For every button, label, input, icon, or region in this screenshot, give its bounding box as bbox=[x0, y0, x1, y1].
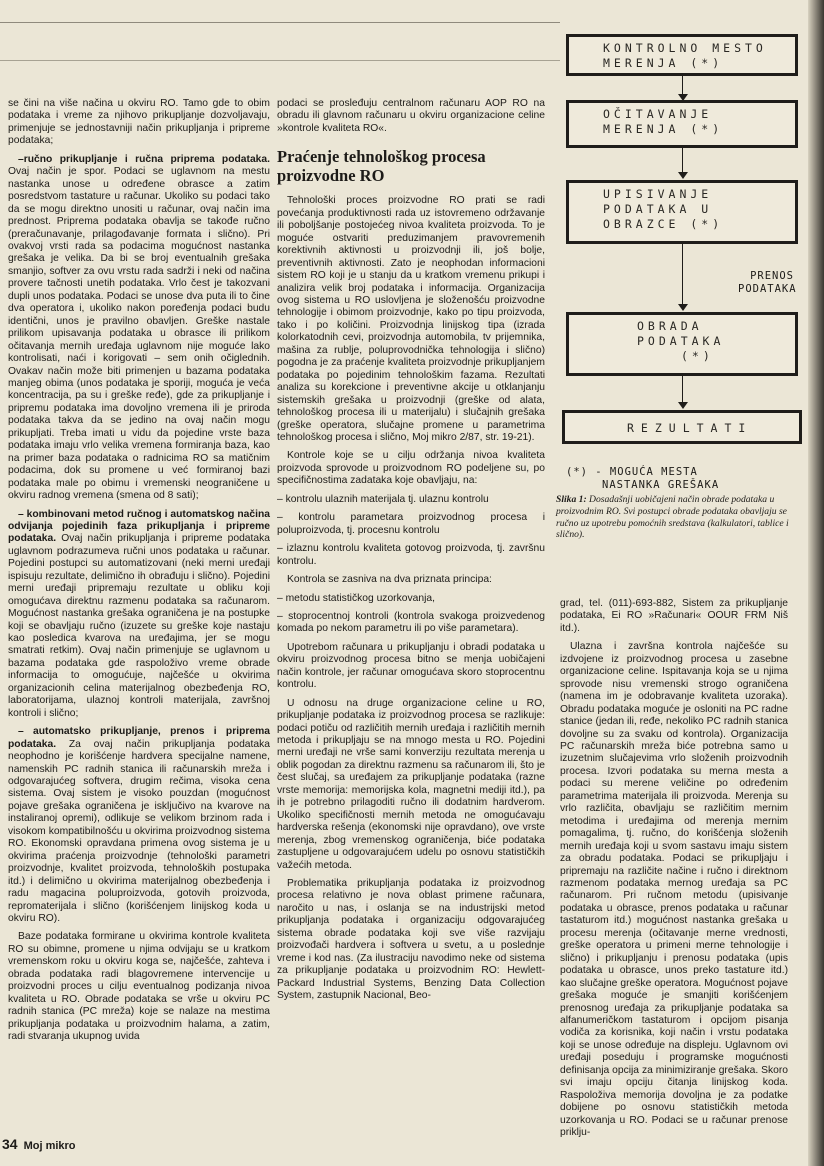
arrowhead-icon bbox=[678, 304, 688, 311]
paragraph: grad, tel. (011)-693-882, Sistem za prikupljanje podataka, Ei RO »Računari« OOUR FRM Niš itd.). bbox=[560, 598, 788, 634]
list-item: – kontrolu parametara proizvodnog procesa i poluproizvoda, tj. procesnu kontrolu bbox=[277, 512, 545, 536]
caption-label: Slika 1: bbox=[556, 494, 587, 505]
text-manual: Ovaj način je spor. Podaci se uglavnom na mestu nastanka unose u određene obrasce a zatim posredstvom tastature u računar. Ukoliko su podaci tako da se mogu direktno unositi u računar, ovaj način ima prednost. Priprema podataka obavlja se takođe ručno (preračunavanje, prilagođavanje formata i slično). Pri ovakvoj vrsti rada sa podacima mogućnost nastanka grešaka je velika. Da bi se broj eventualnih grešaka smanjio, softver za ovu vrstu rada sadrži i neki od načina provere tačnosti unetih podataka. Vrlo čest je takozvani dupli unos podataka. Podaci se unose dva puta ili to čine dva operatora i, ukoliko nakon poređenja podaci budu identični, unos je pravilno obavljen. Greške nastale prilikom upisavanja podataka u obrasce ili prilikom očitavanja mernih uređaja uglavnom nije moguće lako kontrolisati, naći i korigovati – sem onih očiglednih. Ovakav način može biti primenjen u bazama podataka manjeg obima (unos podataka je sporiji, moguća je veća koncentracija, pa su i greške ređe), gde za prikupljanje i pripremu podataka ima dovoljno vremena ili je priroda podataka takva da se jedino na ovaj način mogu prikupljati. Treba imati u vidu da pojedine vrste baza podataka imaju vrlo velika vremena formiranja baza, kao na primer baza podataka o radnicima RO sa matičnim podacima, dok su promene u već formiranoj bazi podataka male po obimu i vremenski neograničene u okviru radnog vremena (smena od 8 sati); bbox=[8, 166, 270, 502]
diagram-legend bbox=[566, 466, 719, 492]
box-line: MERENJA (*) bbox=[603, 56, 724, 70]
legend-line: NASTANKA GREŠAKA bbox=[602, 479, 720, 491]
magazine-name: Moj mikro bbox=[23, 1140, 76, 1152]
flow-arrow bbox=[682, 376, 683, 404]
list-item: – kontrolu ulaznih materijala tj. ulaznu kontrolu bbox=[277, 493, 489, 505]
box-line: OBRAZCE (*) bbox=[603, 217, 724, 231]
legend-line: (*) - MOGUĆA MESTA bbox=[566, 466, 698, 478]
text-combined: Ovaj način prikupljanja i pripreme podataka uglavnom podrazumeva ručni unos podataka u računar. Pojedini postupci su automatizovani (neki merni uređaji ispisuju rezultate, delimično ih obrađuju i slično). Pojedini merni uređaji pripremaju rezultate u obliku koji omogućava direktnu razmenu podataka sa računarom. Mogućnost nastanka grešaka ograničena je na postupke koji se obavljaju ručno (izuzete su greške koje nastaju kao posledica kvarova na uređajima, jer se mogu smatrati retkim). Ovaj način primenjuje se uglavnom u bazama podataka gde raspoloživo vreme obrade informacija to omogućuje, najčešće u okvirima organizacionih celina materijalnog obezbeđenja RO, laboratorijama, ulaznoj kontroli materijala, završnoj kontroli i slično; bbox=[8, 533, 270, 719]
flow-arrow bbox=[682, 244, 683, 306]
top-rule bbox=[0, 22, 560, 23]
label-line: PRENOS bbox=[750, 270, 794, 282]
arrowhead-icon bbox=[678, 172, 688, 179]
diagram-box-results: REZULTATI bbox=[562, 410, 802, 444]
paragraph-combined-method bbox=[8, 509, 270, 721]
column-middle bbox=[277, 98, 545, 1100]
figure-caption bbox=[556, 494, 796, 541]
arrowhead-icon bbox=[678, 402, 688, 409]
box-line: PODATAKA U bbox=[603, 202, 713, 216]
diagram-box-processing bbox=[566, 312, 798, 376]
paragraph: Tehnološki proces proizvodne RO prati se radi povećanja produktivnosti rada uz istovremeno održavanje ili poboljšanje postojećeg nivoa kvaliteta proizvoda. To je moguće ostvariti preduzimanjem pravovremenih korektivnih aktivnosti u proizvodnji ili, još bolje, preventivnih aktivnosti. Zato je neophodan informacioni sistem RO koji je u stanju da u kratkom vremenu prikupi i analizira velik broj podataka i informacija. Organizacija ovog sistema u RO uslovljena je složenošću proizvodne tehnologije i obimom proizvodnje, kako po tipu proizvoda, tako i po količini. Proizvodnja linijskog tipa (izrada kolorkatodnih cevi, proizvodnja automobila, tv prijemnika, mašina za rublje, poluprovodnička tehnologija i slično) pogodna je za praćenje kvaliteta proizvodnje prikupljanjem podataka po pojedinim tehnološkim fazama. Rezultati analiza su korekcione i preventivne akcije u otklanjanju sistemskih grešaka u proizvodnji (greške od alata, tehnološkog procesa ili u materijalu) i slučajnih grešaka (greške operatora, slučajne promene u parametrima tehnološkog procesa i slično, Moj mikro 2/87, str. 19-21). bbox=[277, 195, 545, 443]
box-line: OBRADA bbox=[637, 319, 703, 333]
page-number: 34 bbox=[2, 1136, 18, 1152]
box-line: (*) bbox=[681, 349, 714, 363]
paragraph: Baze podataka formirane u okvirima kontrole kvaliteta RO su obimne, promene u njima odvijaju se u kratkom vremenskom roku u okviru koga se, najčešće, zahteva i obrada podataka radi blagovremene intervencije u proizvodni proces u cilju eventualnog podizanja nivoa kvaliteta u RO. Obrade podataka se vrše u okviru PC radnih stanica (PC mreža) koje se nalaze na mestima prikupljanja podataka u proizvodnim halama, a zatim, radi stvaranja ukupnog uvida bbox=[8, 931, 270, 1043]
paragraph: Kontrola se zasniva na dva priznata principa: bbox=[287, 574, 492, 586]
box-line: UPISIVANJE bbox=[603, 187, 713, 201]
paragraph: Problematika prikupljanja podataka iz proizvodnog procesa relativno je nova oblast primene računara, naročito u nas, i oslanja se na industrijski metod prikupljanja podataka i organizaciju odgovarajućeg sistema obrade podataka koji sve više razvijaju proizvođači hardvera i softvera u svetu, a u poslednje vreme i kod nas. (Za ilustraciju navodimo neke od sistema za prikupljanje podataka u proizvodnim RO: Hewlett-Packard Industrial Systems, Benzing Data Collection System, zastupnik Nacional, Beo- bbox=[277, 878, 545, 1002]
label-line: PODATAKA bbox=[738, 283, 797, 295]
transfer-label bbox=[738, 270, 797, 296]
paragraph: U odnosu na druge organizacione celine u RO, prikupljanje podataka iz proizvodnog procesa se razlikuje: podaci potiču od različitih mernih uređaja i različitih mernih metoda i prikupljaju se na mnogo mesta u RO. Pojedini merni uređaji ne vrše sami konverziju rezultata merenja u oblik pogodan za direktnu razmenu sa računarom ili, što je čest slučaj, sa uređajem za prikupljanje podataka (razne vrste memorija: memorijska kola, magnetni mediji itd.), pa ih je potrebno prilagoditi ručno ili dodatnim hardverom. Ukoliko specifičnosti mernih metoda ne omogućavaju hardverska rešenja (ekonomski nije opravdano), ove vrste merenja, zbog vremenskog ograničenja, biće podataka zastupljene u odgovarajućem udelu po osnovu statističkih važećih metoda. bbox=[277, 697, 545, 871]
top-rule-secondary bbox=[0, 60, 560, 61]
section-heading: Praćenje tehnološkog procesa proizvodne RO bbox=[277, 147, 486, 186]
box-line: MERENJA (*) bbox=[603, 122, 724, 136]
page-footer bbox=[2, 1136, 76, 1152]
column-left bbox=[8, 98, 270, 1098]
list-item: – stoprocentnoj kontroli (kontrola svakoga proizvedenog komada po nekom parametru ili po više parametara). bbox=[277, 610, 545, 635]
list-item: – metodu statističkog uzorkovanja, bbox=[277, 592, 435, 604]
diagram-box-measurement-point bbox=[566, 34, 798, 76]
paragraph: se čini na više načina u okviru RO. Tamo gde to obim podataka i vreme za njihovo prikupljanje dozvoljavaju, primenjuje se jednostavniji način prikupljanja i pripreme podataka; bbox=[8, 98, 270, 147]
paragraph: Kontrole koje se u cilju održanja nivoa kvaliteta proizvoda sprovode u proizvodnom RO podeljene su, po specifičnostima zadataka koje obavljaju, na: bbox=[277, 450, 545, 487]
paragraph-manual-method bbox=[8, 154, 270, 503]
diagram-box-reading bbox=[566, 100, 798, 148]
term-combined: – kombinovani metod ručnog i automatskog načina odvijanja pojedinih faza prikupljanja i pripreme podataka. bbox=[8, 508, 270, 545]
caption-text: Dosadašnji uobičajeni način obrade podataka u proizvodnim RO. Svi postupci obrade podataka obavljaju se ručno uz upotrebu pomoćnih sredstava (kalkulatori, tablice i slično). bbox=[556, 494, 789, 541]
flow-arrow bbox=[682, 76, 683, 96]
column-right bbox=[560, 598, 788, 1139]
term-automatic: – automatsko prikupljanje, prenos i priprema podataka. bbox=[8, 726, 270, 750]
box-line: KONTROLNO MESTO bbox=[603, 41, 767, 55]
box-line: OČITAVANJE bbox=[603, 107, 713, 121]
list-item: – izlaznu kontrolu kvaliteta gotovog proizvoda, tj. završnu kontrolu. bbox=[277, 543, 545, 567]
page-edge-shadow bbox=[808, 0, 824, 1166]
diagram-box-form-entry bbox=[566, 180, 798, 244]
paragraph: Upotrebom računara u prikupljanju i obradi podataka u okviru proizvodnog procesa bitno se menja uobičajeni način kontrole, jer računar omogućava skoro stoprocentnu kontrolu. bbox=[277, 641, 545, 691]
paragraph: podaci se prosleđuju centralnom računaru AOP RO na obradu ili glavnom računaru u okviru organizacione celine »kontrole kvaliteta RO«. bbox=[277, 98, 545, 134]
box-line: PODATAKA bbox=[637, 334, 725, 348]
text-automatic: Za ovaj način prikupljanja podataka neophodno je korišćenje hardvera specijalne namene, namenskih PC radnih stanica ili računarskih mreža i odgovarajućeg softvera, drugim rečima, visoka cena sistema. Ovaj sistem je visoko pouzdan (mogućnost pojave grešaka ograničena je isključivo na kvarove na instaliranoj opremi), odlikuje se velikom brzinom rada i visokom kompatibilnošću u okvirima proizvodnog sistema RO. Ekonomski opravdana primena ovog sistema je u okvirima praćenja proizvodnje (tehnološki parametri proizvodnje, kvalitet proizvoda, tehnoloških postupaka itd.) i delimično u okvirima materijalnog obezbeđenja i radu magacina poluproizvoda, gotovih proizvoda, repromaterijala i slično (korišćenjem linijskog koda u okviru RO). bbox=[8, 738, 270, 924]
flow-arrow bbox=[682, 148, 683, 174]
paragraph-automatic-method bbox=[8, 726, 270, 925]
paragraph: Ulazna i završna kontrola najčešće su izdvojene iz proizvodnog procesa u zasebne organizacione celine. Ispitavanja koja se u njima sprovode nisu vremenski strogo ograničena (namena im je odobravanje kvaliteta uzoraka). Obradu podataka moguće je osloniti na PC radne stanice (jedan ili, ređe, nekoliko PC radnih stanica dovoljne su za svaku od kontrola). Organizacija PC računarskih mreža biće potrebna samo u izuzetnim slučajevima vrlo složenih proizvodnih procesa. Izvori podataka su merna mesta a podaci su merene veličine po određenim parametrima materijala ili proizvoda. Merenja su vrlo različita, obavljaju se različitim mernim metodima i uređajima od merenja mernim pomagalima, tj. ručno, do korišćenja složenih mernih uređaja koji u svom sastavu imaju sistem za obradu podataka. Podaci se prikupljaju i pripremaju na različite načine i ručno i direktnom razmenom podataka mernog uređaja sa PC računarom. Pri ručnom metodu (upisivanje podataka u obrasce, prenos podataka u računar tastaturom itd.) mogućnost nastanka grešaka u procesu merenja (očitavanje merne vrednosti, greške operatora u primeni merne tehnologije i slično) i prikupljanju i prenosu podataka (upis podataka u obrasce, unos preko tastature itd.) kao slučajne greške operatora. Mogućnost pojave grešaka moguće je smanjiti korišćenjem prenosnog uređaja za prikupljanje podataka sa alfanumeričkom tastaturom i opcijom pisanja vodiča za korisnika, koji način i vrstu podataka koji se unose određuje na displeju. Uglavnom ovi uređaji poseduju i programske mogućnosti definisanja opcija za minimiziranje grešaka. Skoro svi imaju opciju čitanja linijskog koda. Raspoloživa memorija dovoljna je za podatke dobijene po osnovu statističkih metoda uzorkovanja u RO. Podaci se u računar prenose priklju- bbox=[560, 641, 788, 1139]
term-manual: –ručno prikupljanje i ručna priprema podataka. bbox=[18, 153, 270, 165]
